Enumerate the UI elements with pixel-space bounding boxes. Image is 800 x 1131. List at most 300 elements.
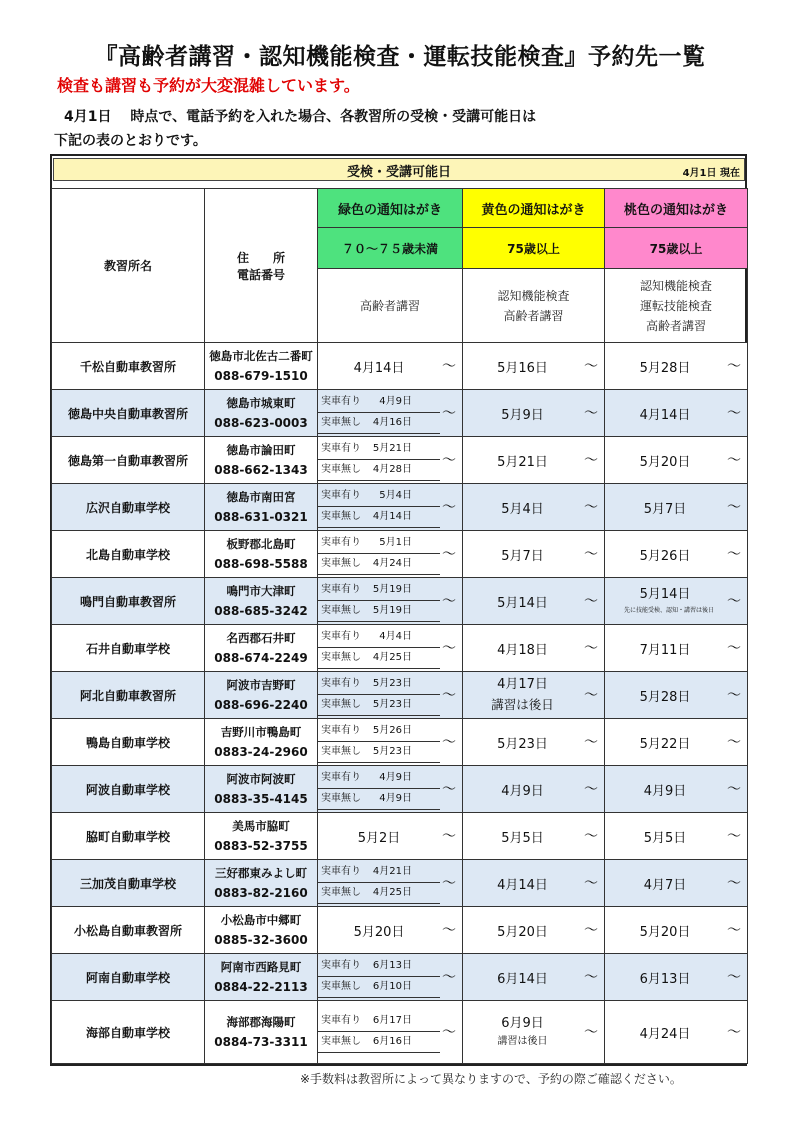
green-date-cell bbox=[318, 390, 463, 437]
car-yes-line bbox=[318, 392, 440, 413]
car-no-label: 実車無し bbox=[321, 605, 361, 616]
car-no-date: 5月23日 bbox=[372, 699, 412, 710]
school-phone: 088-696-2240 bbox=[214, 698, 308, 712]
tilde-mark: ～ bbox=[442, 405, 456, 422]
car-yes-date: 5月4日 bbox=[379, 490, 412, 501]
school-contact bbox=[205, 625, 318, 672]
pink-date: 4月7日 bbox=[643, 877, 687, 893]
tilde-mark: ～ bbox=[727, 875, 741, 892]
car-split bbox=[318, 533, 462, 575]
car-yes-date: 4月9日 bbox=[379, 772, 412, 783]
pink-date-cell bbox=[605, 625, 748, 672]
school-address: 三好郡東みよし町 bbox=[215, 866, 307, 880]
tilde-mark: ～ bbox=[584, 546, 598, 563]
school-contact bbox=[205, 343, 318, 390]
school-address: 阿波市阿波町 bbox=[226, 772, 296, 786]
tilde-mark: ～ bbox=[727, 499, 741, 516]
tilde-mark: ～ bbox=[584, 640, 598, 657]
pink-date-cell bbox=[605, 766, 748, 813]
tilde-mark: ～ bbox=[727, 1024, 741, 1041]
school-address: 板野郡北島町 bbox=[226, 537, 296, 551]
banner-date: 4月1日 現在 bbox=[682, 168, 740, 179]
pink-date-cell bbox=[605, 343, 748, 390]
table-row bbox=[52, 813, 748, 860]
car-yes-line bbox=[318, 674, 440, 695]
yellow-note: 講習は後日 bbox=[497, 1036, 548, 1047]
pink-date: 5月14日 bbox=[639, 587, 691, 602]
header-pink-type: 高齢者講習 bbox=[645, 318, 706, 333]
school-phone: 0884-73-3311 bbox=[214, 1035, 308, 1049]
school-phone: 088-685-3242 bbox=[214, 604, 308, 618]
green-date-cell bbox=[318, 625, 463, 672]
header-pink-label: 桃色の通知はがき bbox=[605, 189, 748, 228]
pink-date: 5月20日 bbox=[639, 924, 691, 940]
green-date-cell bbox=[318, 343, 463, 390]
table-row bbox=[52, 531, 748, 578]
tilde-mark: ～ bbox=[584, 452, 598, 469]
tilde-mark: ～ bbox=[727, 781, 741, 798]
tilde-mark: ～ bbox=[442, 499, 456, 516]
car-split bbox=[318, 486, 462, 528]
car-yes-label: 実車有り bbox=[321, 1015, 361, 1026]
tilde-mark: ～ bbox=[727, 405, 741, 422]
tilde-mark: ～ bbox=[584, 687, 598, 704]
car-no-label: 実車無し bbox=[321, 1036, 361, 1047]
pink-date-cell bbox=[605, 860, 748, 907]
intro-line-2: 下記の表のとおりです。 bbox=[54, 133, 207, 149]
school-phone: 0885-32-3600 bbox=[214, 933, 308, 947]
pink-date-cell bbox=[605, 484, 748, 531]
car-yes-label: 実車有り bbox=[321, 537, 361, 548]
tilde-mark: ～ bbox=[584, 593, 598, 610]
school-address: 美馬市脇町 bbox=[232, 819, 290, 833]
car-no-date: 4月25日 bbox=[372, 652, 412, 663]
yellow-date-cell bbox=[463, 766, 605, 813]
pink-date-cell bbox=[605, 531, 748, 578]
banner-title: 受検・受講可能日 bbox=[346, 165, 451, 180]
car-split bbox=[318, 392, 462, 434]
car-yes-date: 5月21日 bbox=[372, 443, 412, 454]
car-yes-line bbox=[318, 627, 440, 648]
school-address: 小松島市中郷町 bbox=[220, 913, 302, 927]
table-row bbox=[52, 437, 748, 484]
car-yes-label: 実車有り bbox=[321, 725, 361, 736]
school-name: 鴨島自動車学校 bbox=[52, 719, 205, 766]
yellow-note: 講習は後日 bbox=[491, 697, 554, 712]
tilde-mark: ～ bbox=[584, 969, 598, 986]
school-phone: 0884-22-2113 bbox=[214, 980, 308, 994]
car-no-line bbox=[318, 977, 440, 998]
yellow-date-cell bbox=[463, 719, 605, 766]
car-yes-date: 4月4日 bbox=[379, 631, 412, 642]
table-row bbox=[52, 1001, 748, 1064]
school-phone: 0883-52-3755 bbox=[214, 839, 308, 853]
pink-date: 5月26日 bbox=[639, 548, 691, 564]
tilde-mark: ～ bbox=[727, 828, 741, 845]
car-no-line bbox=[318, 507, 440, 528]
tilde-mark: ～ bbox=[727, 969, 741, 986]
tilde-mark: ～ bbox=[584, 828, 598, 845]
green-date: 4月14日 bbox=[353, 360, 405, 376]
table-row bbox=[52, 390, 748, 437]
car-split bbox=[318, 439, 462, 481]
car-no-date: 5月19日 bbox=[372, 605, 412, 616]
yellow-stack bbox=[463, 675, 604, 715]
table-row bbox=[52, 766, 748, 813]
car-split bbox=[318, 627, 462, 669]
school-phone: 088-674-2249 bbox=[214, 651, 308, 665]
header-green-types bbox=[318, 269, 463, 343]
car-yes-line bbox=[318, 580, 440, 601]
tilde-mark: ～ bbox=[584, 922, 598, 939]
car-no-label: 実車無し bbox=[321, 511, 361, 522]
tilde-mark: ～ bbox=[584, 405, 598, 422]
school-address: 徳島市南田宮 bbox=[226, 490, 296, 504]
green-date-cell bbox=[318, 813, 463, 860]
pink-note: 先に技能受検、認知・講習は後日 bbox=[623, 607, 714, 614]
green-date-cell bbox=[318, 766, 463, 813]
car-no-line bbox=[318, 648, 440, 669]
car-no-line bbox=[318, 460, 440, 481]
yellow-date-cell bbox=[463, 907, 605, 954]
school-address: 吉野川市鴨島町 bbox=[220, 725, 302, 739]
car-no-line bbox=[318, 554, 440, 575]
tilde-mark: ～ bbox=[584, 358, 598, 375]
car-no-line bbox=[318, 413, 440, 434]
car-no-line bbox=[318, 742, 440, 763]
table-row bbox=[52, 907, 748, 954]
tilde-mark: ～ bbox=[442, 452, 456, 469]
tilde-mark: ～ bbox=[727, 358, 741, 375]
school-phone: 088-698-5588 bbox=[214, 557, 308, 571]
availability-banner bbox=[53, 158, 745, 181]
yellow-date: 4月9日 bbox=[501, 783, 544, 799]
school-phone: 0883-82-2160 bbox=[214, 886, 308, 900]
school-name: 阿波自動車学校 bbox=[52, 766, 205, 813]
yellow-date-cell bbox=[463, 484, 605, 531]
yellow-date: 5月4日 bbox=[501, 501, 544, 517]
car-no-label: 実車無し bbox=[321, 558, 361, 569]
car-yes-line bbox=[318, 721, 440, 742]
fee-footnote: ※手数料は教習所によって異なりますので、予約の際ご確認ください。 bbox=[300, 1072, 682, 1086]
table-row bbox=[52, 860, 748, 907]
tilde-mark: ～ bbox=[584, 781, 598, 798]
yellow-date-cell bbox=[463, 625, 605, 672]
yellow-date: 4月18日 bbox=[497, 642, 548, 658]
school-contact bbox=[205, 390, 318, 437]
school-contact bbox=[205, 578, 318, 625]
green-date-cell bbox=[318, 672, 463, 719]
car-no-date: 4月24日 bbox=[372, 558, 412, 569]
tilde-mark: ～ bbox=[442, 358, 456, 375]
yellow-date: 6月14日 bbox=[497, 971, 548, 987]
green-date-cell bbox=[318, 719, 463, 766]
school-phone: 0883-24-2960 bbox=[214, 745, 308, 759]
table-row bbox=[52, 672, 748, 719]
school-name: 千松自動車教習所 bbox=[52, 343, 205, 390]
school-contact bbox=[205, 860, 318, 907]
green-date-cell bbox=[318, 907, 463, 954]
pink-date: 4月9日 bbox=[643, 783, 687, 799]
yellow-date-cell bbox=[463, 343, 605, 390]
school-name: 脇町自動車学校 bbox=[52, 813, 205, 860]
pink-date: 5月20日 bbox=[639, 454, 691, 470]
school-phone: 088-662-1343 bbox=[214, 463, 308, 477]
header-pink-types bbox=[605, 269, 748, 343]
green-date-cell bbox=[318, 484, 463, 531]
pink-date-cell bbox=[605, 954, 748, 1001]
green-date: 5月20日 bbox=[353, 924, 405, 940]
school-address: 鳴門市大津町 bbox=[226, 584, 296, 598]
yellow-date: 4月17日 bbox=[497, 677, 548, 692]
car-no-date: 4月9日 bbox=[379, 793, 412, 804]
car-no-line bbox=[318, 883, 440, 904]
header-address: 住 所 bbox=[236, 250, 285, 265]
school-contact bbox=[205, 437, 318, 484]
table-row bbox=[52, 484, 748, 531]
yellow-date-cell bbox=[463, 672, 605, 719]
car-yes-label: 実車有り bbox=[321, 396, 361, 407]
school-name: 徳島中央自動車教習所 bbox=[52, 390, 205, 437]
car-no-date: 4月14日 bbox=[372, 511, 412, 522]
tilde-mark: ～ bbox=[727, 734, 741, 751]
pink-date-cell bbox=[605, 813, 748, 860]
car-yes-line bbox=[318, 439, 440, 460]
car-split bbox=[318, 674, 462, 716]
car-no-date: 4月16日 bbox=[372, 417, 412, 428]
car-yes-label: 実車有り bbox=[321, 584, 361, 595]
school-name: 北島自動車学校 bbox=[52, 531, 205, 578]
car-yes-line bbox=[318, 768, 440, 789]
header-pink-type: 認知機能検査 bbox=[639, 278, 712, 293]
school-address: 徳島市論田町 bbox=[226, 443, 296, 457]
school-address: 阿波市吉野町 bbox=[226, 678, 296, 692]
yellow-date-cell bbox=[463, 1001, 605, 1064]
car-yes-line bbox=[318, 1011, 440, 1032]
car-yes-label: 実車有り bbox=[321, 772, 361, 783]
car-yes-date: 5月1日 bbox=[379, 537, 412, 548]
header-yellow-type: 高齢者講習 bbox=[503, 308, 564, 323]
page-title: 『高齢者講習・認知機能検査・運転技能検査』予約先一覧 bbox=[94, 44, 706, 70]
header-yellow-types bbox=[463, 269, 605, 343]
car-split bbox=[318, 721, 462, 763]
school-address: 徳島市城東町 bbox=[226, 396, 296, 410]
school-address: 海部郡海陽町 bbox=[226, 1015, 296, 1029]
tilde-mark: ～ bbox=[442, 922, 456, 939]
car-yes-label: 実車有り bbox=[321, 678, 361, 689]
table-row bbox=[52, 578, 748, 625]
yellow-date-cell bbox=[463, 531, 605, 578]
school-name: 海部自動車学校 bbox=[52, 1001, 205, 1064]
tilde-mark: ～ bbox=[727, 640, 741, 657]
school-contact bbox=[205, 766, 318, 813]
tilde-mark: ～ bbox=[442, 734, 456, 751]
car-split bbox=[318, 956, 462, 998]
car-no-label: 実車無し bbox=[321, 464, 361, 475]
car-no-date: 6月10日 bbox=[372, 981, 412, 992]
car-no-label: 実車無し bbox=[321, 652, 361, 663]
car-no-line bbox=[318, 1032, 440, 1053]
school-name: 三加茂自動車学校 bbox=[52, 860, 205, 907]
car-no-label: 実車無し bbox=[321, 417, 361, 428]
pink-date-cell bbox=[605, 578, 748, 625]
green-date-cell bbox=[318, 954, 463, 1001]
car-no-line bbox=[318, 789, 440, 810]
car-yes-line bbox=[318, 533, 440, 554]
green-date-cell bbox=[318, 1001, 463, 1064]
yellow-date: 5月14日 bbox=[497, 595, 548, 611]
yellow-date: 5月20日 bbox=[497, 924, 548, 940]
tilde-mark: ～ bbox=[442, 781, 456, 798]
car-yes-date: 5月23日 bbox=[372, 678, 412, 689]
header-school: 教習所名 bbox=[52, 189, 205, 343]
pink-date: 4月14日 bbox=[639, 407, 691, 423]
pink-date: 7月11日 bbox=[639, 642, 691, 658]
table-row bbox=[52, 343, 748, 390]
school-name: 阿北自動車教習所 bbox=[52, 672, 205, 719]
tilde-mark: ～ bbox=[584, 875, 598, 892]
car-yes-line bbox=[318, 862, 440, 883]
car-no-date: 6月16日 bbox=[372, 1036, 412, 1047]
school-address: 阿南市西路見町 bbox=[220, 960, 302, 974]
yellow-date: 5月7日 bbox=[501, 548, 544, 564]
green-date-cell bbox=[318, 860, 463, 907]
header-phone: 電話番号 bbox=[236, 267, 285, 282]
car-yes-date: 4月21日 bbox=[372, 866, 412, 877]
header-green-label: 緑色の通知はがき bbox=[318, 189, 463, 228]
header-address-phone bbox=[205, 189, 318, 343]
tilde-mark: ～ bbox=[442, 687, 456, 704]
school-address: 徳島市北佐古二番町 bbox=[209, 349, 313, 363]
pink-date: 4月24日 bbox=[639, 1026, 691, 1042]
table-row bbox=[52, 625, 748, 672]
header-yellow-label: 黄色の通知はがき bbox=[463, 189, 605, 228]
tilde-mark: ～ bbox=[442, 1024, 456, 1041]
car-yes-line bbox=[318, 486, 440, 507]
yellow-date-cell bbox=[463, 437, 605, 484]
school-phone: 088-623-0003 bbox=[214, 416, 308, 430]
tilde-mark: ～ bbox=[442, 640, 456, 657]
pink-date-cell bbox=[605, 907, 748, 954]
tilde-mark: ～ bbox=[584, 734, 598, 751]
car-yes-date: 6月13日 bbox=[372, 960, 412, 971]
school-phone: 088-631-0321 bbox=[214, 510, 308, 524]
car-split bbox=[318, 768, 462, 810]
car-yes-label: 実車有り bbox=[321, 631, 361, 642]
car-no-label: 実車無し bbox=[321, 793, 361, 804]
green-date-cell bbox=[318, 437, 463, 484]
car-yes-label: 実車有り bbox=[321, 490, 361, 501]
green-date-cell bbox=[318, 578, 463, 625]
table-row bbox=[52, 719, 748, 766]
yellow-date: 5月21日 bbox=[497, 454, 548, 470]
pink-date-cell bbox=[605, 1001, 748, 1064]
pink-stack bbox=[605, 585, 747, 617]
school-name: 阿南自動車学校 bbox=[52, 954, 205, 1001]
pink-date-cell bbox=[605, 672, 748, 719]
school-name: 鳴門自動車教習所 bbox=[52, 578, 205, 625]
intro-line-1: 4月1日 時点で、電話予約を入れた場合、各教習所の受検・受講可能日は bbox=[64, 109, 537, 125]
car-yes-date: 5月26日 bbox=[372, 725, 412, 736]
school-contact bbox=[205, 954, 318, 1001]
school-name: 石井自動車学校 bbox=[52, 625, 205, 672]
car-no-label: 実車無し bbox=[321, 699, 361, 710]
yellow-date-cell bbox=[463, 390, 605, 437]
tilde-mark: ～ bbox=[442, 969, 456, 986]
car-yes-label: 実車有り bbox=[321, 960, 361, 971]
car-yes-line bbox=[318, 956, 440, 977]
green-date-cell bbox=[318, 531, 463, 578]
schedule-table bbox=[51, 188, 748, 1064]
school-contact bbox=[205, 907, 318, 954]
header-green-type: 高齢者講習 bbox=[359, 298, 420, 313]
pink-date-cell bbox=[605, 719, 748, 766]
car-no-date: 4月25日 bbox=[372, 887, 412, 898]
yellow-date: 5月16日 bbox=[497, 360, 548, 376]
tilde-mark: ～ bbox=[727, 687, 741, 704]
car-yes-label: 実車有り bbox=[321, 443, 361, 454]
tilde-mark: ～ bbox=[442, 546, 456, 563]
yellow-date: 6月9日 bbox=[501, 1016, 544, 1031]
tilde-mark: ～ bbox=[727, 922, 741, 939]
car-no-label: 実車無し bbox=[321, 981, 361, 992]
car-split bbox=[318, 580, 462, 622]
school-contact bbox=[205, 484, 318, 531]
pink-date: 5月22日 bbox=[639, 736, 691, 752]
header-pink-type: 運転技能検査 bbox=[639, 298, 712, 313]
congestion-warning: 検査も講習も予約が大変混雑しています。 bbox=[57, 76, 360, 95]
tilde-mark: ～ bbox=[584, 499, 598, 516]
tilde-mark: ～ bbox=[727, 546, 741, 563]
yellow-date: 4月14日 bbox=[497, 877, 548, 893]
school-contact bbox=[205, 531, 318, 578]
car-yes-date: 4月9日 bbox=[379, 396, 412, 407]
yellow-date-cell bbox=[463, 860, 605, 907]
yellow-date-cell bbox=[463, 813, 605, 860]
school-name: 小松島自動車教習所 bbox=[52, 907, 205, 954]
car-no-label: 実車無し bbox=[321, 746, 361, 757]
tilde-mark: ～ bbox=[442, 828, 456, 845]
car-split bbox=[318, 862, 462, 904]
car-yes-date: 5月19日 bbox=[372, 584, 412, 595]
car-yes-date: 6月17日 bbox=[372, 1015, 412, 1026]
table-row bbox=[52, 954, 748, 1001]
header-yellow-age: 75歳以上 bbox=[463, 228, 605, 269]
pink-date: 5月5日 bbox=[643, 830, 687, 846]
header-yellow-type: 認知機能検査 bbox=[497, 288, 570, 303]
header-pink-age: 75歳以上 bbox=[605, 228, 748, 269]
car-no-date: 5月23日 bbox=[372, 746, 412, 757]
car-split bbox=[318, 1011, 462, 1053]
car-no-date: 4月28日 bbox=[372, 464, 412, 475]
school-phone: 0883-35-4145 bbox=[214, 792, 308, 806]
school-name: 徳島第一自動車教習所 bbox=[52, 437, 205, 484]
yellow-date: 5月5日 bbox=[501, 830, 544, 846]
yellow-stack bbox=[463, 1014, 604, 1050]
car-no-line bbox=[318, 601, 440, 622]
tilde-mark: ～ bbox=[727, 593, 741, 610]
pink-date: 5月7日 bbox=[643, 501, 687, 517]
pink-date-cell bbox=[605, 390, 748, 437]
school-contact bbox=[205, 719, 318, 766]
tilde-mark: ～ bbox=[442, 875, 456, 892]
school-name: 広沢自動車学校 bbox=[52, 484, 205, 531]
car-no-line bbox=[318, 695, 440, 716]
school-contact bbox=[205, 1001, 318, 1064]
tilde-mark: ～ bbox=[727, 452, 741, 469]
green-date: 5月2日 bbox=[357, 830, 401, 846]
yellow-date: 5月23日 bbox=[497, 736, 548, 752]
